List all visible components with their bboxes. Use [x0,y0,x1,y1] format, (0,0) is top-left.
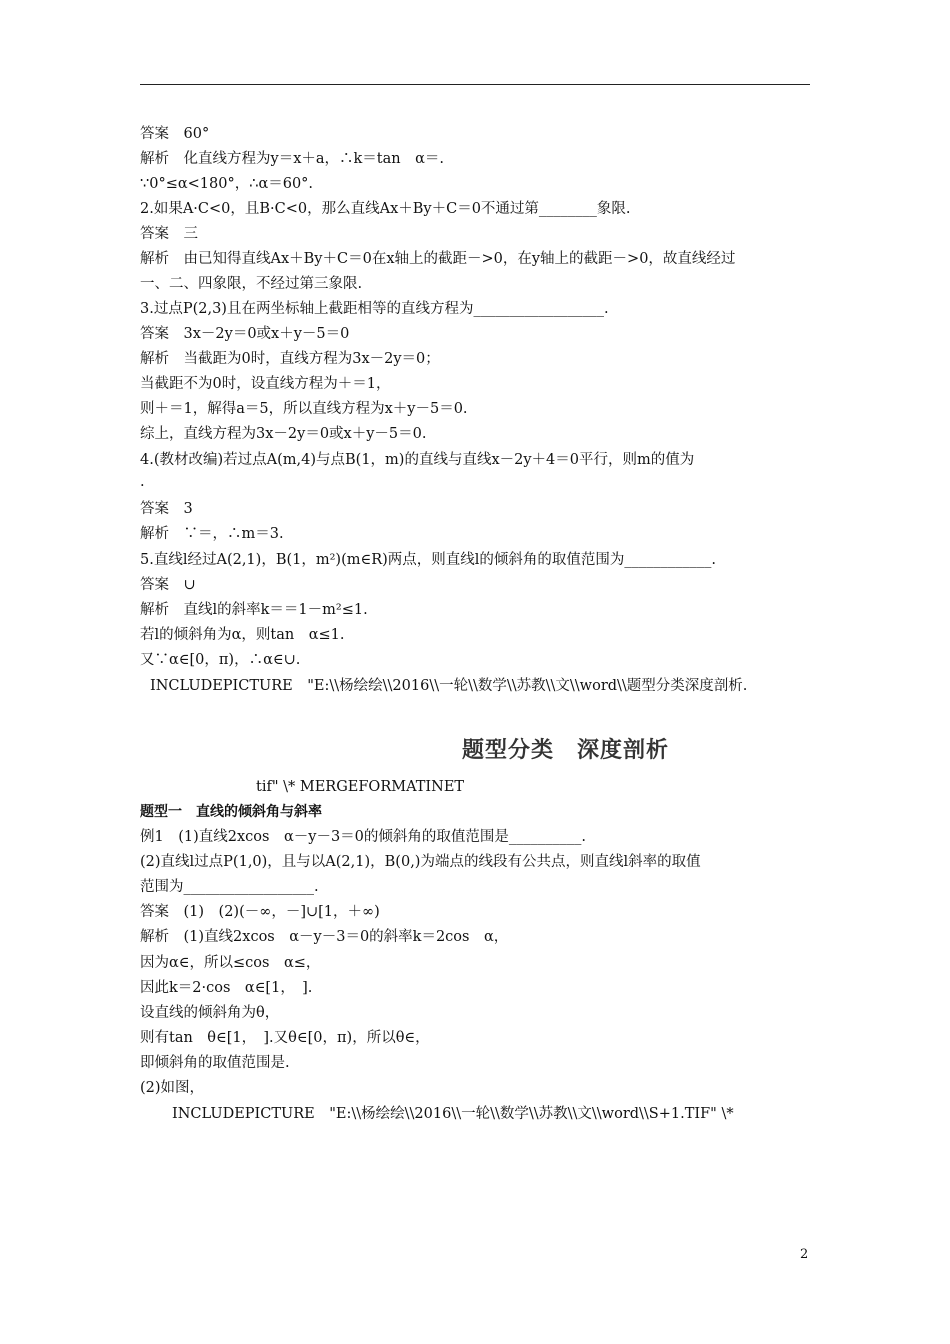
question-2: 2.如果A·C<0，且B·C<0，那么直线Ax＋By＋C＝0不通过第________象限. [140,201,631,217]
example-1: 例1 (1)直线2xcos α－y－3＝0的倾斜角的取值范围是__________. [140,829,587,845]
text-line: 因为α∈，所以≤cos α≤， [140,955,321,971]
text-line: . [140,474,145,490]
text-line: ∵0°≤α<180°，∴α＝60°. [140,176,314,192]
answer-line: 答案 (1) (2)(－∞，－]∪[1，＋∞) [140,904,380,920]
page-number: 2 [800,1247,809,1262]
text-line: 若l的倾斜角为α，则tan α≤1. [140,627,345,643]
answer-line: 答案 ∪ [140,577,196,593]
text-line: 范围为__________________. [140,879,319,895]
text-line: 因此k＝2·cos α∈[1， ]. [140,980,313,996]
text-line: 则＋＝1，解得a＝5，所以直线方程为x＋y－5＝0. [140,401,468,417]
question-4: 4.(教材改编)若过点A(m,4)与点B(1，m)的直线与直线x－2y＋4＝0平行，则m的值为 [140,452,695,468]
text-line: (2)直线l过点P(1,0)，且与以A(2,1)，B(0,)为端点的线段有公共点，则直线l斜率的取值 [140,854,701,870]
analysis-line: 解析 化直线方程为y＝x＋a，∴k＝tan α＝. [140,151,445,167]
answer-line: 答案 3 [140,501,193,517]
topic-title: 题型一 直线的倾斜角与斜率 [140,804,322,820]
text-line: 即倾斜角的取值范围是. [140,1055,290,1071]
question-3: 3.过点P(2,3)且在两坐标轴上截距相等的直线方程为__________________. [140,301,609,317]
text-line: 当截距不为0时，设直线方程为＋＝1， [140,376,391,392]
answer-line: 答案 三 [140,226,198,242]
analysis-line: 解析 (1)直线2xcos α－y－3＝0的斜率k＝2cos α， [140,929,509,945]
question-5: 5.直线l经过A(2,1)，B(1，m²)(m∈R)两点，则直线l的倾斜角的取值范围为____________. [140,552,717,568]
text-line: 则有tan θ∈[1， ].又θ∈[0，π)，所以θ∈， [140,1030,430,1046]
analysis-line: 解析 当截距为0时，直线方程为3x－2y＝0； [140,351,440,367]
answer-line: 答案 3x－2y＝0或x＋y－5＝0 [140,326,350,342]
text-line: 又∵α∈[0，π)，∴α∈∪. [140,652,301,668]
text-line: (2)如图， [140,1080,205,1096]
section-heading: 题型分类 深度剖析 [462,738,670,763]
field-code-line: tif" \* MERGEFORMATINET [256,779,465,795]
text-line: 设直线的倾斜角为θ， [140,1005,280,1021]
text-line: 一、二、四象限，不经过第三象限. [140,276,363,292]
text-line: 综上，直线方程为3x－2y＝0或x＋y－5＝0. [140,426,427,442]
header-rule [140,84,810,85]
field-code-line: INCLUDEPICTURE "E:\\杨绘绘\\2016\\一轮\\数学\\苏教\\文\\word\\S+1.TIF" \* [172,1106,734,1122]
analysis-line: 解析 ∵＝，∴m＝3. [140,526,284,542]
field-code-line: INCLUDEPICTURE "E:\\杨绘绘\\2016\\一轮\\数学\\苏教\\文\\word\\题型分类深度剖析. [150,678,748,694]
answer-line: 答案 60° [140,126,210,142]
analysis-line: 解析 由已知得直线Ax＋By＋C＝0在x轴上的截距－>0，在y轴上的截距－>0，故直线经过 [140,251,736,267]
analysis-line: 解析 直线l的斜率k＝＝1－m²≤1. [140,602,368,618]
